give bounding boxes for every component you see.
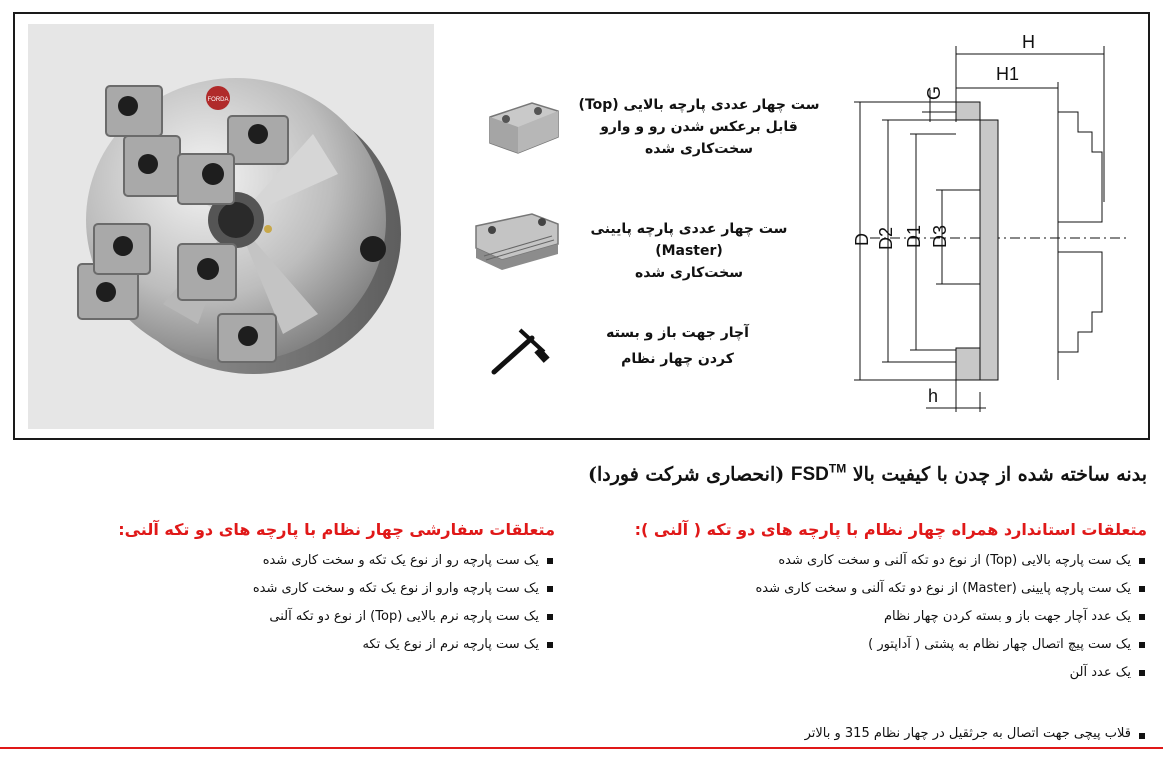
heading-brand xyxy=(791,464,846,485)
chuck-photo xyxy=(28,24,434,429)
top-jaws-line-1: ست چهار عددی پارچه بالایی (Top) xyxy=(578,97,820,113)
top-jaws-caption xyxy=(574,94,824,160)
dim-D: D xyxy=(852,233,872,246)
master-jaws-line-2: (Master) xyxy=(655,243,723,259)
list-item: یک عدد آلن xyxy=(667,659,1147,687)
master-jaws-line-1: ست چهار عددی پارچه پایینی xyxy=(590,221,788,237)
chuck-key-caption xyxy=(605,320,750,372)
top-jaws-line-3: سخت‌کاری شده xyxy=(645,141,753,157)
list-item: یک عدد آچار جهت باز و بسته کردن چهار نظام xyxy=(667,603,1147,631)
trademark-mark: TM xyxy=(828,462,847,476)
dim-H1: H1 xyxy=(996,64,1020,84)
dim-G: G xyxy=(924,85,944,100)
chuck-key-line-1: آچار جهت باز و بسته xyxy=(606,325,749,341)
heading-suffix: (انحصاری شرکت فوردا) xyxy=(587,463,785,486)
master-jaws-line-3: سخت‌کاری شده xyxy=(635,265,743,281)
chuck-key-icon xyxy=(488,322,550,384)
list-item: یک ست پارچه رو از نوع یک تکه و سخت کاری شده xyxy=(140,547,555,575)
top-jaws-line-2: قابل برعکس شدن رو و وارو xyxy=(600,119,798,135)
dim-D2: D2 xyxy=(876,226,896,250)
list-item: یک ست پارچه بالایی (Top) از نوع دو تکه آلنی و سخت کاری شده xyxy=(667,547,1147,575)
chuck-key-line-2: کردن چهار نظام xyxy=(621,351,734,367)
list-item: یک ست پارچه نرم بالایی (Top) از نوع دو تکه آلنی xyxy=(140,603,555,631)
crane-hook-item: قلاب پیچی جهت اتصال به جرثقیل در چهار نظام 315 و بالاتر xyxy=(805,726,1147,741)
top-jaw-icon xyxy=(482,97,564,163)
standard-accessories-list xyxy=(667,547,1147,687)
heading-prefix: بدنه ساخته شده از چدن با کیفیت بالا xyxy=(852,463,1147,486)
optional-accessories-section xyxy=(118,520,555,659)
master-jaw-icon xyxy=(472,208,562,276)
list-item: یک ست پارچه پایینی (Master) از نوع دو تکه آلنی و سخت کاری شده xyxy=(667,575,1147,603)
bottom-divider xyxy=(0,747,1163,749)
dimension-drawing xyxy=(830,22,1146,427)
list-item: یک ست پارچه نرم از نوع یک تکه xyxy=(140,631,555,659)
standard-accessories-title: متعلقات استاندارد همراه چهار نظام با پارچه های دو تکه ( آلنی ): xyxy=(634,520,1147,539)
material-heading xyxy=(588,462,1147,486)
optional-accessories-title: متعلقات سفارشی چهار نظام با پارچه های دو تکه آلنی: xyxy=(118,520,555,539)
list-item: یک ست پیچ اتصال چهار نظام به پشتی ( آداپتور ) xyxy=(667,631,1147,659)
dim-H: H xyxy=(1022,32,1035,52)
dim-D3: D3 xyxy=(930,224,950,248)
brand-name: FSD xyxy=(790,464,829,486)
master-jaws-caption xyxy=(584,218,794,284)
dim-D1: D1 xyxy=(904,224,924,248)
list-item: یک ست پارچه وارو از نوع یک تکه و سخت کاری شده xyxy=(140,575,555,603)
dim-h: h xyxy=(928,386,939,406)
standard-accessories-section xyxy=(634,520,1147,687)
brand-badge: FORDA xyxy=(207,97,229,103)
optional-accessories-list xyxy=(140,547,555,659)
